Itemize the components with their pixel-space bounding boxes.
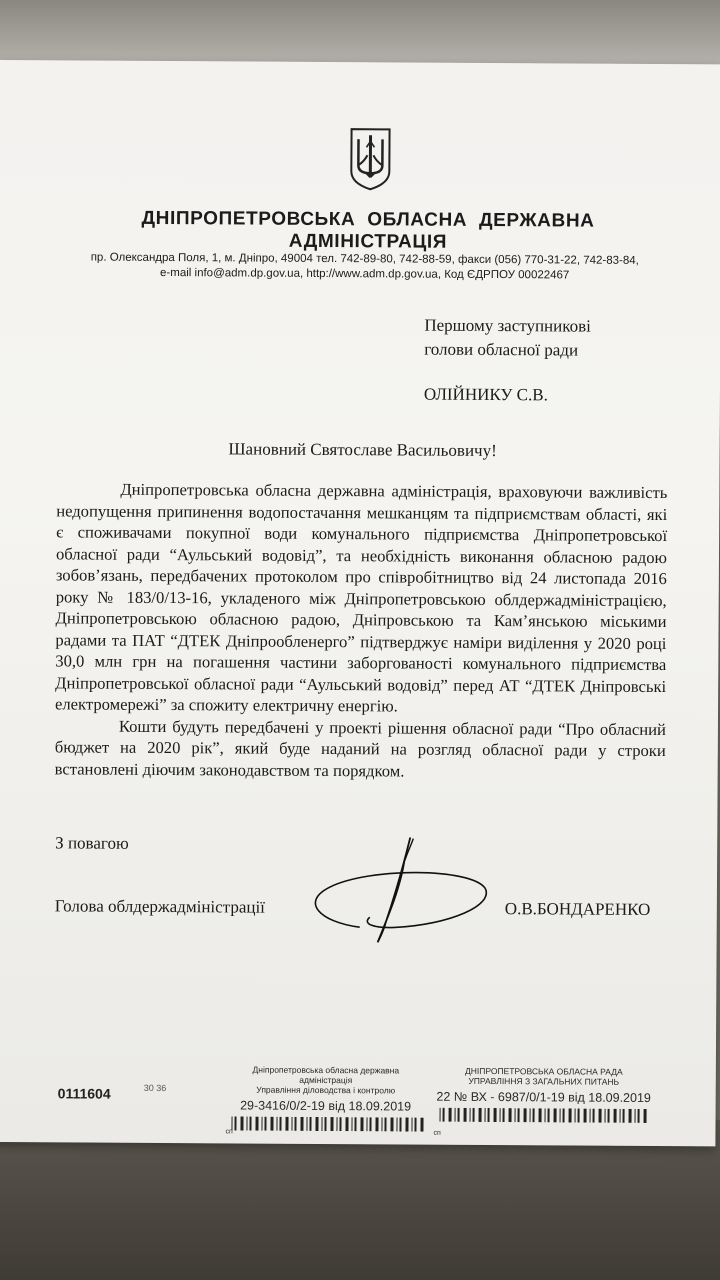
stamp-1-number: 29-3416/0/2-19 від 18.09.2019 xyxy=(240,1098,412,1114)
barcode-stripe xyxy=(396,1117,397,1131)
barcode-stripe xyxy=(530,1108,531,1122)
letter-page xyxy=(0,60,720,1146)
barcode-stripe xyxy=(414,1118,416,1132)
barcode-stripe xyxy=(309,1117,311,1131)
barcode-stripe xyxy=(366,1117,367,1131)
contact-line-address: пр. Олександра Поля, 1, м. Дніпро, 49004 тел. 742-89-80, 742-88-59, факси (056) 770-31-22, 742-83-84, xyxy=(90,251,639,267)
stamp-2-number: 22 № ВХ - 6987/0/1-19 від 18.09.2019 xyxy=(436,1089,651,1105)
stamp-2-barcode xyxy=(434,1108,654,1123)
stamp-1-org: Дніпропетровська обласна державна адміністрація xyxy=(252,1064,400,1086)
addressee-line-2: голови обласної ради xyxy=(424,339,579,360)
barcode-stripe xyxy=(420,1118,423,1132)
barcode-stripe xyxy=(578,1109,580,1123)
barcode-stripe xyxy=(494,1108,497,1122)
barcode-stripe xyxy=(449,1108,452,1122)
barcode-stripe xyxy=(635,1109,636,1123)
barcode-stripe xyxy=(458,1108,460,1122)
barcode-stripe xyxy=(384,1117,386,1131)
barcode-stripe xyxy=(279,1117,281,1131)
barcode-stripe xyxy=(503,1108,505,1122)
stamp-2-dept: УПРАВЛІННЯ З ЗАГАЛЬНИХ ПИТАНЬ xyxy=(468,1075,620,1087)
registration-suffix: 30 36 xyxy=(143,1082,167,1094)
barcode-stripe xyxy=(399,1117,401,1131)
barcode-stripe xyxy=(488,1108,490,1122)
barcode-stripe xyxy=(240,1116,243,1130)
closing-phrase: З повагою xyxy=(55,833,129,853)
barcode-stripe xyxy=(351,1117,352,1131)
barcode-stripe xyxy=(485,1108,486,1122)
barcode-stripe xyxy=(360,1117,363,1131)
barcode-stripe xyxy=(381,1117,382,1131)
trident-emblem-icon xyxy=(347,127,393,191)
photo-background-top xyxy=(0,0,720,70)
letter-body xyxy=(55,478,668,783)
barcode-stripe xyxy=(638,1109,640,1123)
addressee-block xyxy=(424,314,685,409)
contact-details xyxy=(57,250,673,284)
barcode-stripe xyxy=(464,1108,467,1122)
signatory-position: Голова облдержадміністрації xyxy=(54,896,265,917)
barcode-stripe xyxy=(354,1117,356,1131)
body-paragraph-1: Дніпропетровська обласна державна адміністрація, враховуючи важливість недопущення припинення водопостачання мешканцям та підприємствам області, які є споживачами покупної води комунального підприємства Дніпропетровської обласної ради “Аульський водовід”, та необхідність виконання обласною радою зобов’язань, передбачених протоколом про співробітництво від 24 листопада 2016 року № 183/0/13-16, укладеного між Дніпропетровською облдержадміністрацією, Дніпропетровською обласною радою, Дніпровською та Кам’янською міськими радами та ПАТ “ДТЕК Дніпрообленерго” підтверджує наміри виділення у 2020 році 30,0 млн грн на погашення частини заборгованості комунального підприємства Дніпропетровської обласної ради “Аульський водовід” перед АТ “ДТЕК Дніпровські електромережі” за спожиту електричну енергію. xyxy=(55,479,668,716)
barcode-stripe xyxy=(545,1108,546,1122)
stamp-1-barcode xyxy=(225,1116,425,1131)
salutation: Шановний Святославе Васильовичу! xyxy=(228,439,497,461)
stamp-2-cp: сп xyxy=(433,1129,441,1137)
barcode-stripe xyxy=(563,1108,565,1122)
barcode-stripe xyxy=(584,1109,587,1123)
barcode-stripe xyxy=(509,1108,512,1122)
barcode-stripe xyxy=(620,1109,621,1123)
barcode-stripe xyxy=(405,1117,408,1131)
barcode-stripe xyxy=(569,1108,572,1122)
registration-stamp-administration xyxy=(225,1064,425,1136)
stamp-1-dept: Управління діловодства і контролю xyxy=(256,1084,396,1096)
barcode-stripe xyxy=(473,1108,475,1122)
barcode-stripe xyxy=(261,1117,262,1131)
barcode-stripe xyxy=(324,1117,326,1131)
barcode-stripe xyxy=(339,1117,341,1131)
barcode-stripe xyxy=(629,1109,632,1123)
barcode-stripe xyxy=(548,1108,550,1122)
barcode-stripe xyxy=(411,1118,412,1132)
barcode-stripe xyxy=(321,1117,322,1131)
barcode-stripe xyxy=(470,1108,471,1122)
barcode-stripe xyxy=(440,1108,441,1122)
barcode-stripe xyxy=(560,1108,561,1122)
barcode-stripe xyxy=(285,1117,288,1131)
stamp-1-cp: сп xyxy=(225,1128,233,1136)
barcode-stripe xyxy=(249,1117,251,1131)
barcode-stripe xyxy=(590,1109,591,1123)
barcode-stripe xyxy=(500,1108,501,1122)
barcode-stripe xyxy=(605,1109,606,1123)
registration-stamp-council xyxy=(433,1065,653,1137)
barcode-stripe xyxy=(315,1117,318,1131)
barcode-stripe xyxy=(524,1108,527,1122)
barcode-stripe xyxy=(533,1108,535,1122)
barcode-stripe xyxy=(518,1108,520,1122)
handwritten-signature xyxy=(300,832,501,953)
barcode-stripe xyxy=(276,1117,277,1131)
barcode-stripe xyxy=(593,1109,595,1123)
barcode-stripe xyxy=(455,1108,456,1122)
barcode-stripe xyxy=(443,1108,445,1122)
barcode-stripe xyxy=(479,1108,482,1122)
barcode-stripe xyxy=(554,1108,557,1122)
barcode-stripe xyxy=(300,1117,303,1131)
barcode-stripe xyxy=(644,1109,647,1123)
registration-number: 0111604 xyxy=(57,1085,111,1102)
barcode-stripe xyxy=(306,1117,307,1131)
barcode-stripe xyxy=(264,1117,266,1131)
barcode-stripe xyxy=(336,1117,337,1131)
barcode-stripe xyxy=(390,1117,393,1131)
barcode-stripe xyxy=(599,1109,602,1123)
barcode-stripe xyxy=(369,1117,371,1131)
addressee-line-1: Першому заступникові xyxy=(424,315,591,336)
body-paragraph-2: Кошти будуть передбачені у проекті рішення обласної ради “Про обласний бюджет на 2020 рік”, який буде наданий на розгляд обласної ради у строки встановлені діючим законодавством та порядком. xyxy=(54,716,666,780)
barcode-stripe xyxy=(294,1117,296,1131)
stamp-2-org: ДНІПРОПЕТРОВСЬКА ОБЛАСНА РАДА xyxy=(464,1065,623,1077)
barcode-stripe xyxy=(345,1117,348,1131)
barcode-stripe xyxy=(614,1109,617,1123)
barcode-stripe xyxy=(255,1117,258,1131)
signatory-name: О.В.БОНДАРЕНКО xyxy=(504,899,651,919)
barcode-stripe xyxy=(623,1109,625,1123)
organization-title: ДНІПРОПЕТРОВСЬКА ОБЛАСНА ДЕРЖАВНА АДМІНІСТРАЦІЯ xyxy=(141,207,595,253)
barcode-stripe xyxy=(539,1108,542,1122)
barcode-stripe xyxy=(608,1109,610,1123)
barcode-stripe xyxy=(375,1117,378,1131)
barcode-stripe xyxy=(330,1117,333,1131)
barcode-stripe xyxy=(234,1116,236,1130)
contact-line-web: e-mail info@adm.dp.gov.ua, http://www.adm.dp.gov.ua, Код ЄДРПОУ 00022467 xyxy=(160,266,570,282)
barcode-stripe xyxy=(246,1117,247,1131)
barcode-stripe xyxy=(515,1108,516,1122)
barcode-stripe xyxy=(575,1109,576,1123)
barcode-stripe xyxy=(291,1117,292,1131)
addressee-name: ОЛІЙНИКУ С.В. xyxy=(423,384,548,405)
barcode-stripe xyxy=(270,1117,273,1131)
